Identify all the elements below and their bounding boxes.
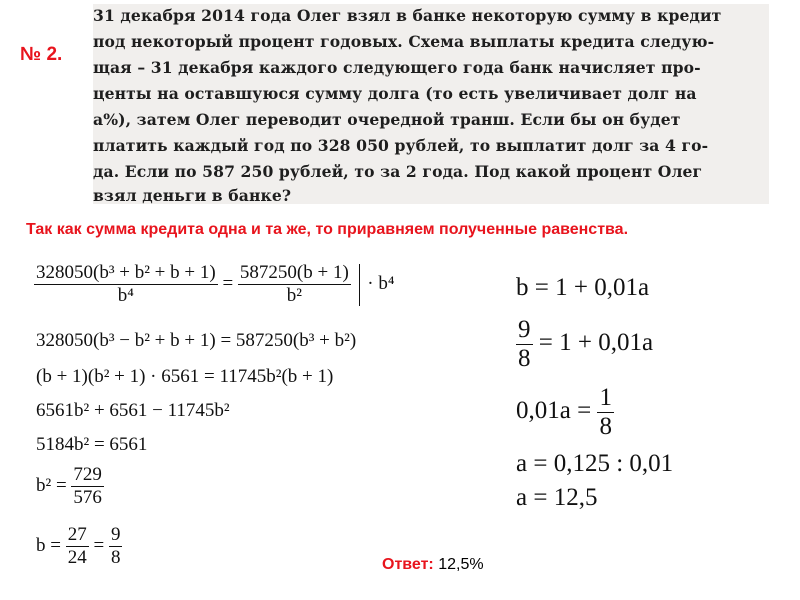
lhs: b² = bbox=[36, 474, 67, 496]
denominator: 24 bbox=[67, 547, 87, 568]
answer-value: 12,5% bbox=[438, 556, 484, 573]
equation-2: 328050(b³ − b² + b + 1) = 587250(b³ + b²) bbox=[36, 330, 357, 351]
problem-text-block bbox=[93, 4, 769, 204]
numerator: 9 bbox=[518, 316, 531, 343]
numerator: 9 bbox=[110, 524, 121, 545]
problem-line: да. Если по 587 250 рублей, то за 2 года. Под какой процент Олег bbox=[93, 162, 703, 181]
denominator: 8 bbox=[518, 345, 531, 372]
numerator: 1 bbox=[599, 384, 612, 411]
answer-label: Ответ: bbox=[382, 556, 434, 573]
problem-line: платить каждый год по 328 050 рублей, то выплатит долг за 4 го- bbox=[93, 136, 709, 155]
denominator: 8 bbox=[599, 413, 612, 440]
right-equation-2 bbox=[516, 316, 653, 373]
equation-6 bbox=[36, 464, 104, 509]
numerator: 729 bbox=[73, 464, 102, 485]
fraction bbox=[66, 524, 89, 569]
problem-line: взял деньги в банке? bbox=[93, 186, 292, 205]
problem-line: 31 декабря 2014 года Олег взял в банке некоторую сумму в кредит bbox=[93, 6, 722, 25]
equation-3: (b + 1)(b² + 1) · 6561 = 11745b²(b + 1) bbox=[36, 366, 334, 387]
fraction bbox=[71, 464, 104, 509]
fraction bbox=[34, 262, 218, 307]
problem-line: a%), затем Олег переводит очередной транш. Если бы он будет bbox=[93, 110, 681, 129]
solution-note: Так как сумма кредита одна и та же, то приравняем полученные равенства. bbox=[26, 221, 629, 238]
equals-sign: = bbox=[93, 534, 105, 556]
equation-1 bbox=[34, 262, 395, 307]
numerator: 27 bbox=[67, 524, 87, 545]
answer bbox=[382, 556, 484, 574]
equation-5: 5184b² = 6561 bbox=[36, 434, 148, 455]
right-equation-4: a = 0,125 : 0,01 bbox=[516, 450, 674, 477]
multiplier: · b⁴ bbox=[367, 272, 395, 294]
right-equation-5: a = 12,5 bbox=[516, 484, 598, 511]
numerator: 328050(b³ + b² + b + 1) bbox=[36, 262, 216, 283]
problem-line: под некоторый процент годовых. Схема выплаты кредита следую- bbox=[93, 32, 715, 51]
problem-line: щая – 31 декабря каждого следующего года банк начисляет про- bbox=[93, 58, 701, 77]
fraction bbox=[238, 262, 351, 307]
denominator: 576 bbox=[73, 487, 102, 508]
separator-bar bbox=[359, 264, 360, 306]
fraction bbox=[597, 384, 614, 441]
problem-line: центы на оставшуюся сумму долга (то есть увеличивает долг на bbox=[93, 84, 697, 103]
right-equation-1: b = 1 + 0,01a bbox=[516, 274, 650, 301]
fraction bbox=[516, 316, 533, 373]
fraction bbox=[109, 524, 123, 569]
denominator: b² bbox=[238, 284, 351, 307]
rhs: = 1 + 0,01a bbox=[538, 329, 654, 357]
equation-4: 6561b² + 6561 − 11745b² bbox=[36, 400, 230, 421]
problem-number: № 2. bbox=[20, 44, 63, 65]
equals-sign: = bbox=[222, 272, 234, 294]
numerator: 587250(b + 1) bbox=[239, 262, 349, 283]
lhs: b = bbox=[36, 534, 61, 556]
denominator: 8 bbox=[110, 547, 121, 568]
right-equation-3 bbox=[516, 384, 614, 441]
equation-7 bbox=[36, 524, 122, 569]
denominator: b⁴ bbox=[34, 284, 218, 307]
lhs: 0,01a = bbox=[516, 397, 592, 425]
